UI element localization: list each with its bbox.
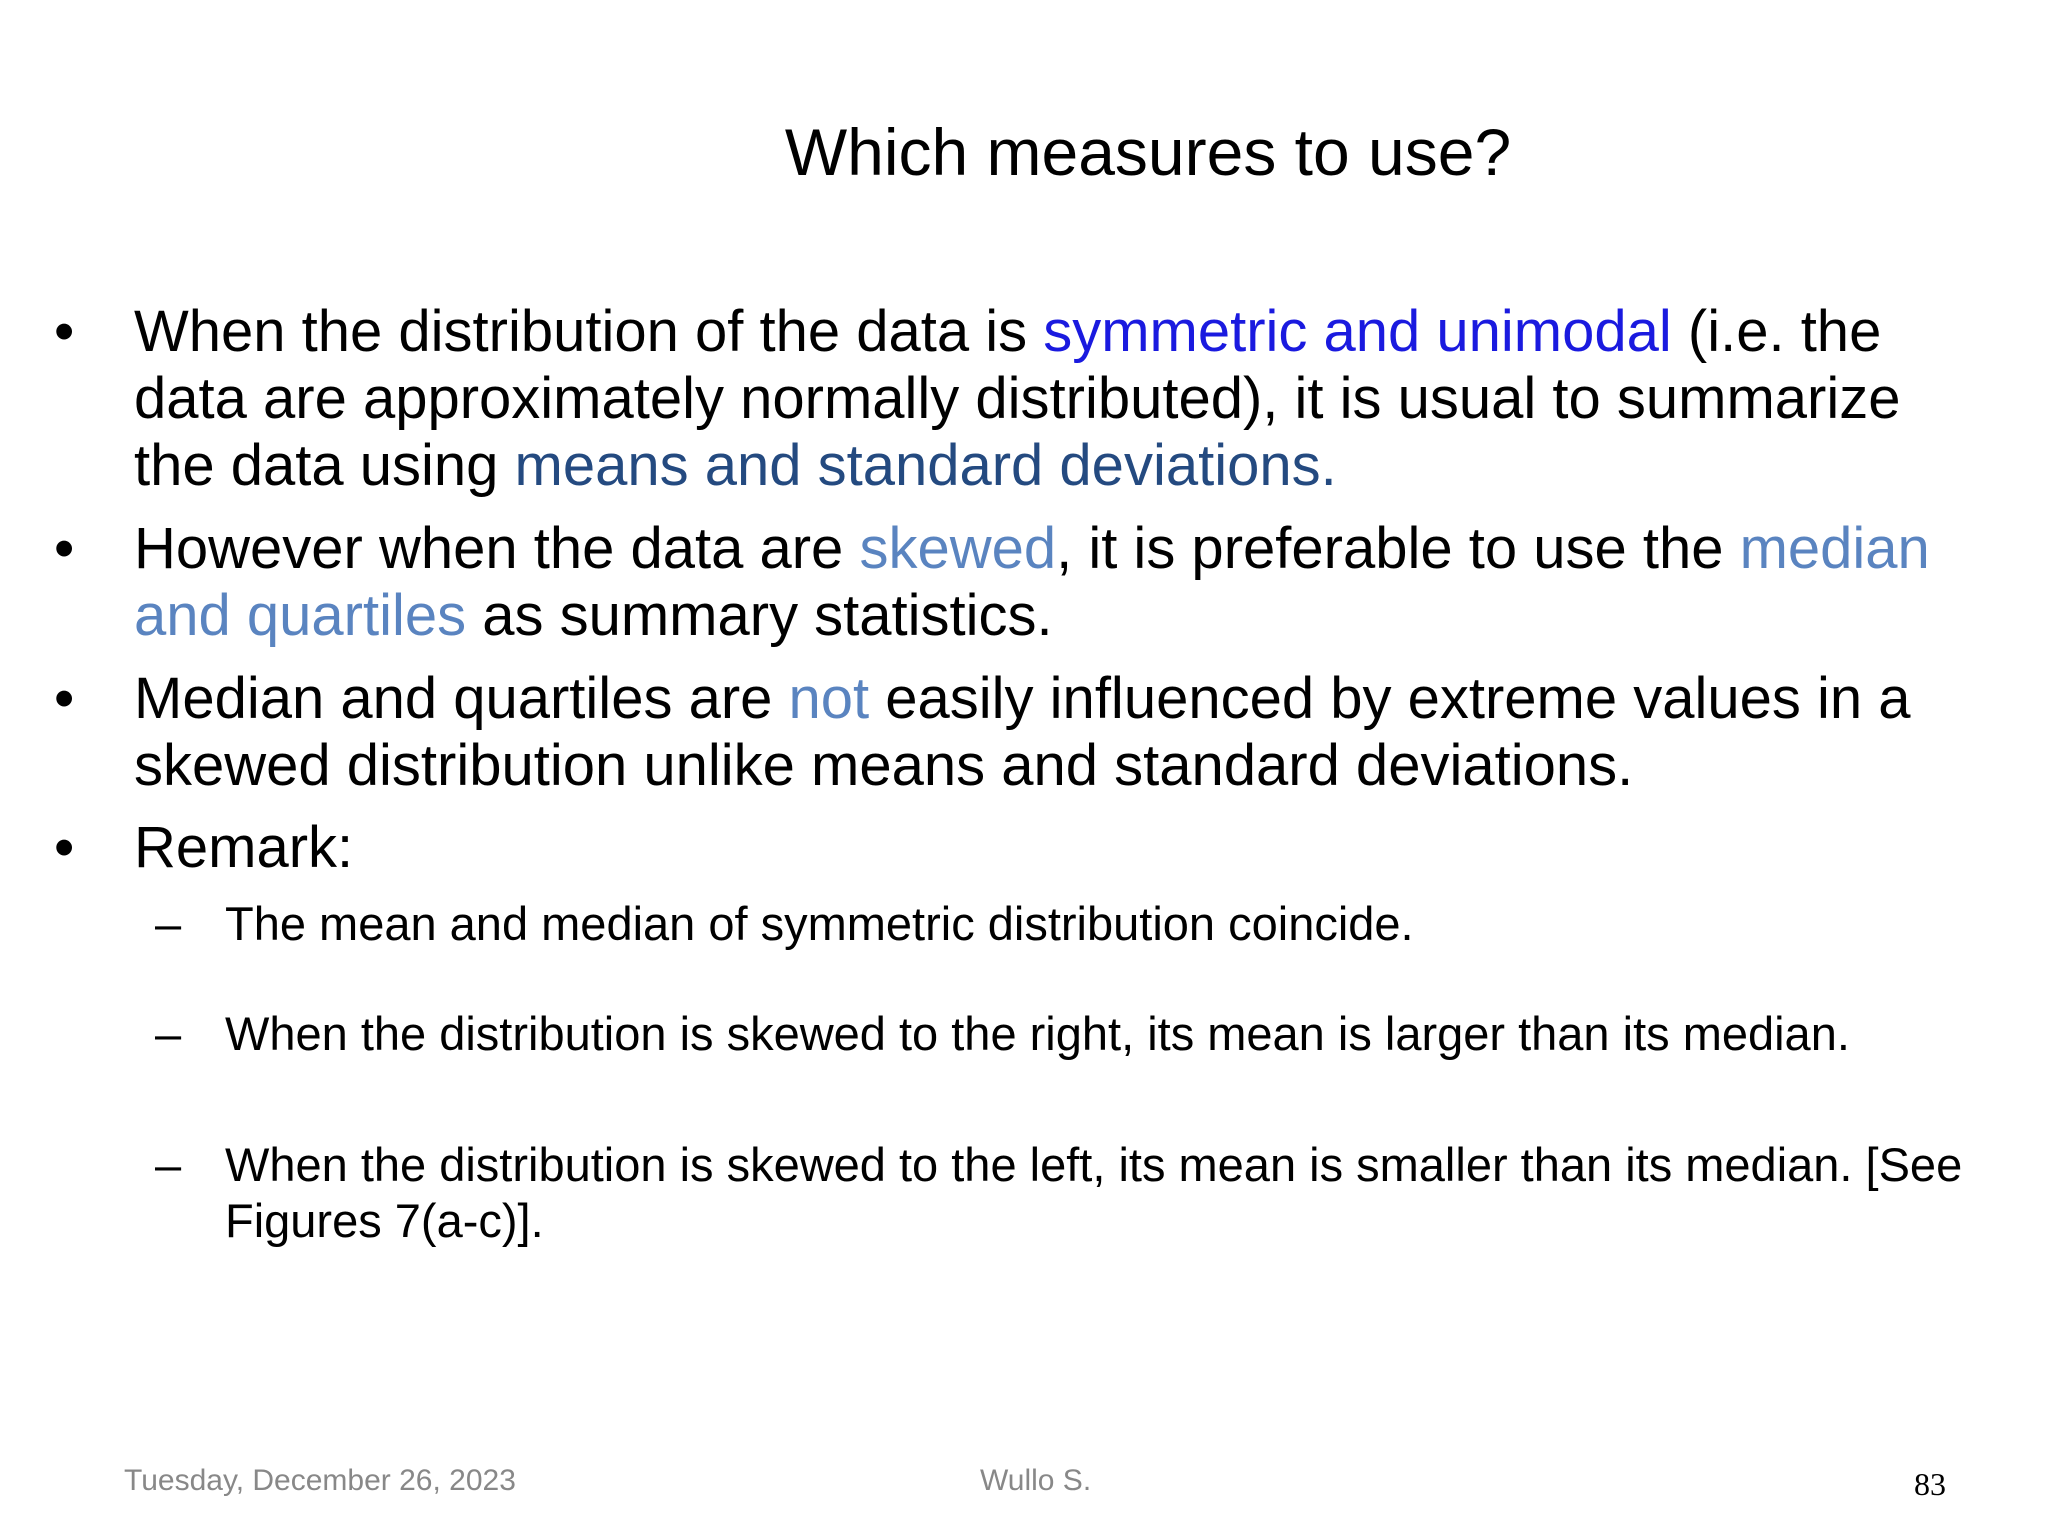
bullet-item — [54, 665, 1984, 799]
highlight-not: not — [788, 666, 870, 731]
sub-bullet-text: The mean and median of symmetric distribution coincide. — [225, 897, 1414, 950]
bullet-item — [54, 298, 1984, 499]
dash-icon: – — [155, 897, 182, 950]
text-segment: When the distribution of the data is — [134, 299, 1044, 364]
highlight-means-sd: means and standard deviations. — [514, 433, 1337, 498]
bullet-item — [54, 515, 1984, 649]
sub-bullet-item — [155, 1137, 1985, 1249]
page-number: 83 — [1914, 1466, 1946, 1502]
slide-title: Which measures to use? — [784, 115, 1512, 189]
bullet-text — [134, 299, 1901, 498]
sub-bullet-text: When the distribution is skewed to the left, its mean is smaller than its median. [See Figures 7(a-c)]. — [225, 1138, 1963, 1247]
text-segment: , it is preferable to use the — [1056, 516, 1740, 581]
bullet-dot-icon: • — [54, 299, 75, 364]
sub-bullet-item — [155, 892, 1985, 956]
sub-bullet-item — [155, 1002, 1985, 1066]
bullet-dot-icon: • — [54, 666, 75, 731]
sub-bullet-text: When the distribution is skewed to the right, its mean is larger than its median. — [225, 1007, 1850, 1060]
bullet-text — [134, 666, 1911, 798]
bullet-dot-icon: • — [54, 516, 75, 581]
bullet-text — [134, 516, 1930, 648]
highlight-symmetric-unimodal: symmetric and unimodal — [1043, 299, 1672, 364]
text-segment: easily influenced by extreme values in a skewed distribution unlike means and standard deviations. — [134, 666, 1911, 798]
footer-date: Tuesday, December 26, 2023 — [124, 1464, 516, 1497]
text-segment: However when the data are — [134, 516, 860, 581]
dash-icon: – — [155, 1007, 182, 1060]
highlight-skewed: skewed — [859, 516, 1057, 581]
bullet-text: Remark: — [134, 815, 354, 880]
footer-author: Wullo S. — [980, 1464, 1092, 1497]
text-segment: (i.e. the data are approximately normally distributed), it is usual to summarize the data using — [134, 299, 1901, 498]
dash-icon: – — [155, 1138, 182, 1191]
highlight-median-quartiles: median and quartiles — [134, 516, 1930, 648]
bullet-item — [54, 814, 1984, 881]
text-segment: as summary statistics. — [466, 583, 1053, 648]
bullet-dot-icon: • — [54, 815, 75, 880]
text-segment: Median and quartiles are — [134, 666, 789, 731]
